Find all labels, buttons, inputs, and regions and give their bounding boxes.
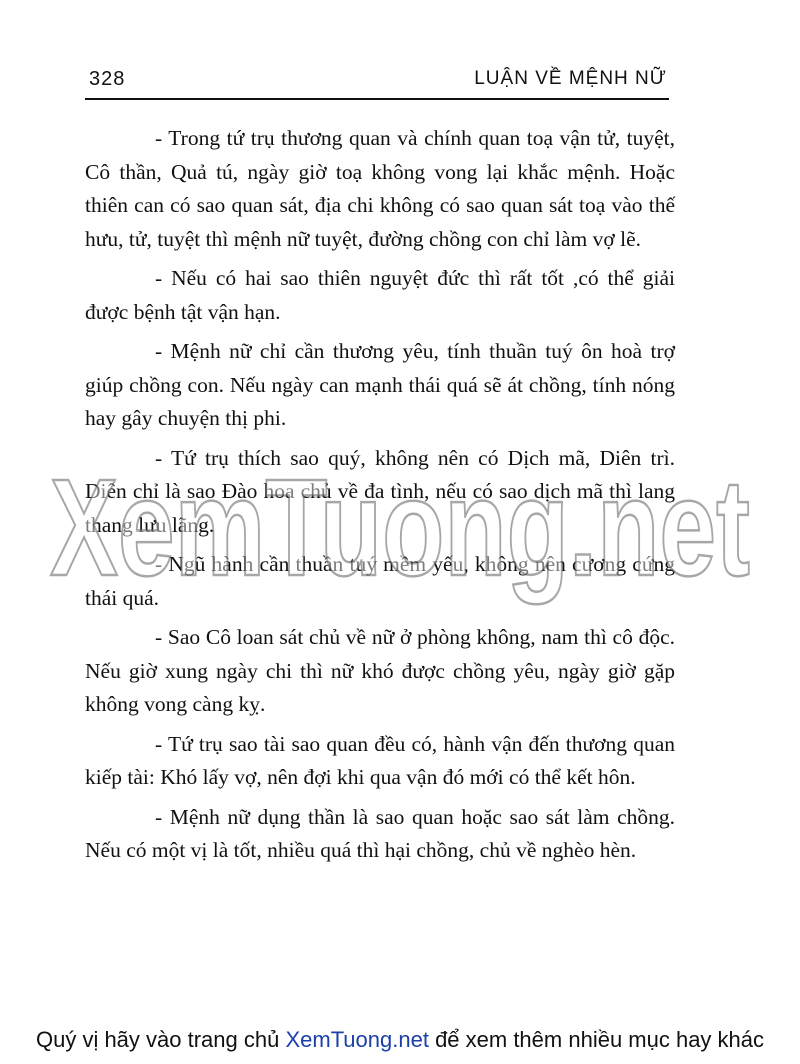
page-header xyxy=(85,64,669,100)
paragraph: - Mệnh nữ chỉ cần thương yêu, tính thuần tuý ôn hoà trợ giúp chồng con. Nếu ngày can mạnh thái quá sẽ át chồng, tính nóng hay gây chuyện thị phi. xyxy=(85,339,675,430)
running-title: LUẬN VỀ MỆNH NỮ xyxy=(474,68,667,89)
paragraph: - Tứ trụ sao tài sao quan đều có, hành vận đến thương quan kiếp tài: Khó lấy vợ, nên đợi khi qua vận đó mới có thể kết hôn. xyxy=(85,731,675,789)
watermark-text: XemTuong.net xyxy=(50,451,750,605)
paragraph: - Trong tứ trụ thương quan và chính quan toạ vận tử, tuyệt, Cô thần, Quả tú, ngày giờ toạ không vong lại khắc mệnh. Hoặc thiên can có sao quan sát, địa chi không có sao quan sát toạ vào thế hưu, tử, tuyệt thì mệnh nữ tuyệt, đường chồng con chỉ làm vợ lẽ. xyxy=(85,126,675,251)
paragraph: - Tứ trụ thích sao quý, không nên có Dịch mã, Diên trì. Diên chỉ là sao Đào hoa chủ về đa tình, nếu có sao dịch mã thì lang thang lưu lãng. xyxy=(85,445,675,537)
paragraph: - Mệnh nữ dụng thần là sao quan hoặc sao sát làm chồng. Nếu có một vị là tốt, nhiều quá thì hại chồng, chủ về nghèo hèn. xyxy=(85,804,675,862)
footer-text-before: Quý vị hãy vào trang chủ xyxy=(35,1027,286,1052)
paragraph: - Nếu có hai sao thiên nguyệt đức thì rất tốt ,có thể giải được bệnh tật vận hạn. xyxy=(85,266,675,324)
body-text xyxy=(85,122,675,874)
footer-text-after: để xem thêm nhiều mục hay khác xyxy=(428,1027,765,1052)
page-number: 328 xyxy=(89,68,126,90)
footer-banner xyxy=(0,1020,800,1060)
paragraph: - Sao Cô loan sát chủ về nữ ở phòng không, nam thì cô độc. Nếu giờ xung ngày chi thì nữ khó được chồng yêu, ngày giờ gặp không vong càng kỵ. xyxy=(85,625,675,716)
footer-site-link[interactable]: XemTuong.net xyxy=(285,1027,429,1052)
paragraph: - Ngũ hành cần thuần tuý mềm yếu, không nên cương cứng thái quá. xyxy=(85,552,675,610)
